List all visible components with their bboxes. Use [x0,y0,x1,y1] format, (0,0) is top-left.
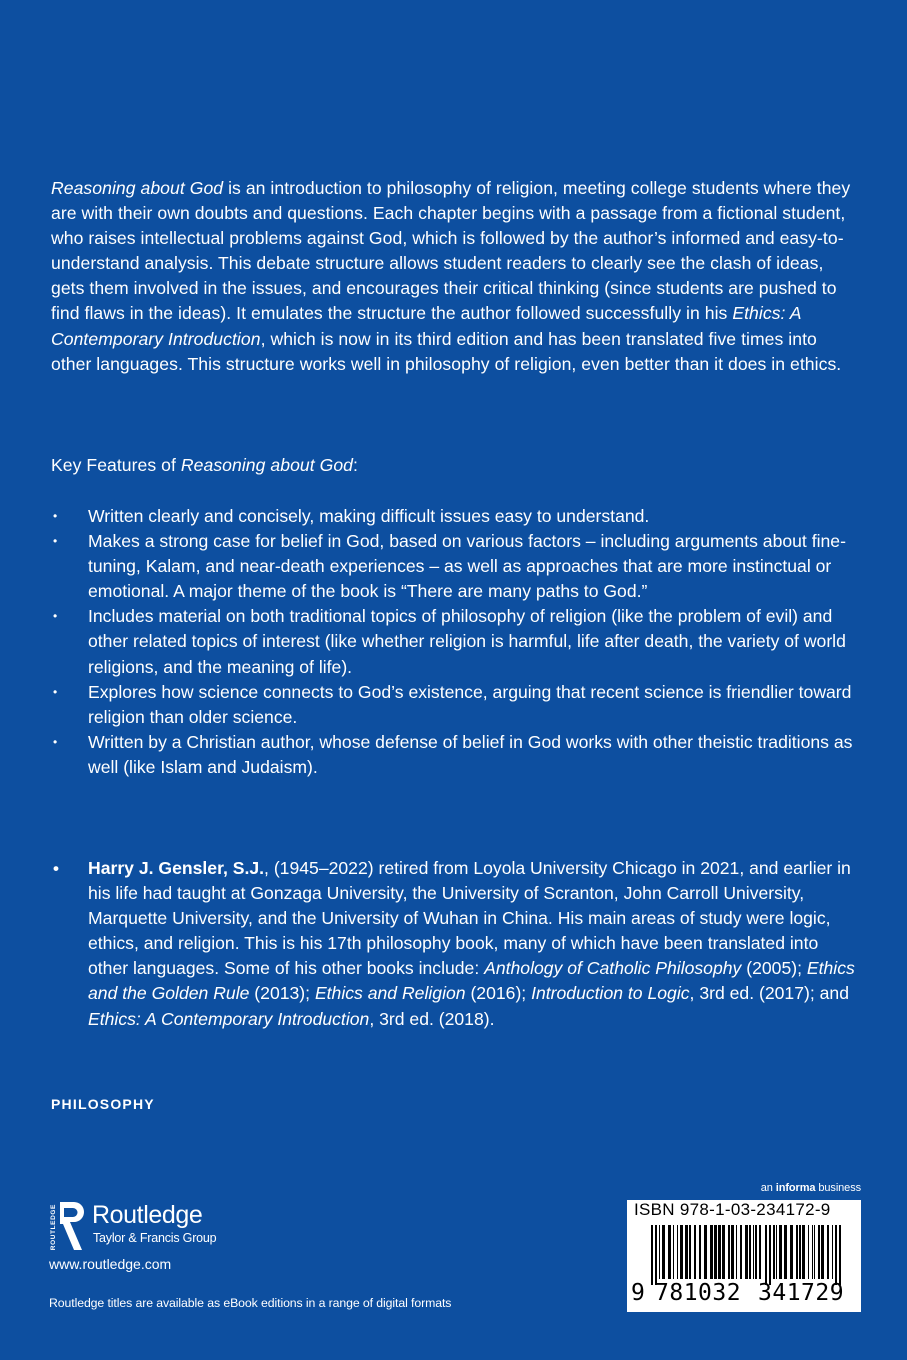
barcode-bar [728,1225,730,1279]
author-bio-part: (2005); [741,958,807,979]
author-bio-part: (2013); [249,983,315,1004]
publisher-website: www.routledge.com [49,1256,172,1272]
barcode-bar [673,1225,674,1279]
description-paragraph [51,176,857,377]
feature-text: Written by a Christian author, whose defense of belief in God works with other theistic traditions as well (like Islam and Judaism). [88,731,853,777]
description-text: is an introduction to philosophy of religion, meeting college students where they are with their own doubts and questions. Each chapter begins with a passage from a fictional student, who raises intellectual problems against God, which is followed by the author’s informed and easy-to-understand analysis. This debate structure allows student readers to clearly see the clash of ideas, gets them involved in the issues, and encourages their critical thinking (since students are pushed to find flaws in the ideas). It emulates the structure the author followed successfully in his [51,178,851,324]
barcode-bar [694,1225,696,1279]
features-heading [51,453,857,478]
barcode-bar [718,1225,721,1279]
barcode-bar [784,1225,787,1279]
barcode-bar [651,1225,653,1285]
barcode-bar [832,1225,833,1279]
bullet-icon: • [53,684,58,699]
features-list [51,504,857,780]
isbn-group-2: 341729 [758,1280,845,1306]
barcode-bar [765,1225,767,1285]
author-book-title: Introduction to Logic [531,983,690,1004]
barcode-bar [755,1225,757,1279]
barcode-bar [710,1225,713,1279]
barcode-bars [651,1225,843,1285]
author-book-title: Ethics and the Golden Rule [88,958,855,1004]
barcode-bar [818,1225,820,1279]
barcode-bar [749,1225,751,1279]
barcode-bar [759,1225,761,1279]
barcode-bar [704,1225,707,1279]
author-bio-text [51,856,857,1032]
barcode-bar [740,1225,742,1279]
barcode-bar [753,1225,754,1279]
barcode-bar [731,1225,734,1279]
informa-prefix: an [760,1182,776,1194]
barcode-bar [699,1225,701,1279]
barcode-bar [745,1225,748,1279]
feature-item [51,730,857,780]
subject-category: PHILOSOPHY [51,1096,155,1112]
isbn-first-digit: 9 [631,1280,645,1306]
isbn-label: ISBN 978-1-03-234172-9 [634,1200,831,1219]
barcode-bar [776,1225,777,1279]
feature-item [51,504,857,529]
feature-item [51,604,857,679]
feature-item [51,529,857,604]
barcode-bar [814,1225,815,1279]
barcode-bar [835,1225,837,1285]
bullet-icon: • [53,859,59,878]
barcode-bar [796,1225,798,1279]
feature-item [51,680,857,730]
barcode-bar [839,1225,841,1285]
author-name: Harry J. Gensler, S.J. [88,858,265,878]
feature-text: Makes a strong case for belief in God, based on various factors – including arguments about fine-tuning, Kalam, and near-death experiences – as well as approaches that are more instinctual or emotional. A major theme of the book is “There are many paths to God.” [88,531,846,602]
barcode-bar [662,1225,665,1279]
barcode-bar [802,1225,805,1279]
barcode-bar [779,1225,782,1279]
author-bio-part: , (1945–2022) retired from Loyola University Chicago in 2021, and earlier in his life had taught at Gonzaga University, the University of Scranton, John Carroll University, Marquette University, and the University of Wuhan in China. His main areas of study were logic, ethics, and religion. This is his 17th philosophy book, many of which have been translated into other languages. Some of his other books include: [88,858,851,979]
publisher-vertical-text: ROUTLEDGE [50,1204,57,1251]
author-bio [51,856,857,1032]
feature-text: Explores how science connects to God’s existence, arguing that recent science is friendlier toward religion than older science. [88,681,852,727]
barcode-bar [812,1225,813,1279]
publisher-logo [46,1200,246,1256]
publisher-name: Routledge [92,1201,203,1229]
barcode-bar [736,1225,737,1279]
barcode-bar [677,1225,678,1279]
ebook-note: Routledge titles are available as eBook editions in a range of digital formats [49,1296,452,1310]
author-book-title: Ethics and Religion [314,983,466,1004]
features-heading-prefix: Key Features of [51,455,181,475]
barcode-bar [827,1225,829,1279]
feature-text: Includes material on both traditional topics of philosophy of religion (like the problem of evil) and other related topics of interest (like whether religion is harmful, life after death, the variety of world religions, and the meaning of life). [88,606,846,677]
author-book-title: Ethics: A Contemporary Introduction [88,1008,370,1029]
author-bio-part: , 3rd ed. (2017); and [689,983,849,1004]
publisher-group: Taylor & Francis Group [93,1231,217,1245]
description-text-end: , which is now in its third edition and has been translated five times into other languages. This structure works well in philosophy of religion, even better than it does in ethics. [51,328,842,374]
bullet-icon: • [53,609,58,624]
author-bio-part: (2016); [465,983,532,1004]
informa-tagline [761,1182,861,1194]
barcode-bar [821,1225,824,1279]
isbn-barcode [627,1200,861,1312]
isbn-group-1: 781032 [655,1280,742,1306]
features-heading-title: Reasoning about God [180,455,354,475]
author-bio-part: , 3rd ed. (2018). [369,1008,495,1029]
informa-brand: informa [775,1182,816,1194]
barcode-bar [808,1225,809,1279]
barcode-bar [714,1225,717,1279]
barcode-bar [668,1225,671,1279]
barcode-bar [722,1225,725,1279]
book-description [51,176,857,377]
features-heading-suffix: : [353,455,358,475]
other-book-title: Ethics: A Contemporary Introduction [51,303,801,349]
feature-text: Written clearly and concisely, making difficult issues easy to understand. [88,506,650,526]
barcode-bar [655,1225,657,1285]
bullet-icon: • [53,509,58,523]
barcode-bar [799,1225,801,1279]
book-title: Reasoning about God [51,178,224,198]
barcode-bar [680,1225,683,1279]
informa-suffix: business [815,1182,861,1194]
author-book-title: Anthology of Catholic Philosophy [484,958,742,979]
barcode-bar [685,1225,688,1279]
bullet-icon: • [53,734,58,749]
barcode-bar [773,1225,775,1279]
barcode-bar [790,1225,793,1279]
bullet-icon: • [53,534,58,549]
barcode-bar [769,1225,771,1285]
barcode-bar [689,1225,691,1279]
barcode-bar [659,1225,660,1279]
